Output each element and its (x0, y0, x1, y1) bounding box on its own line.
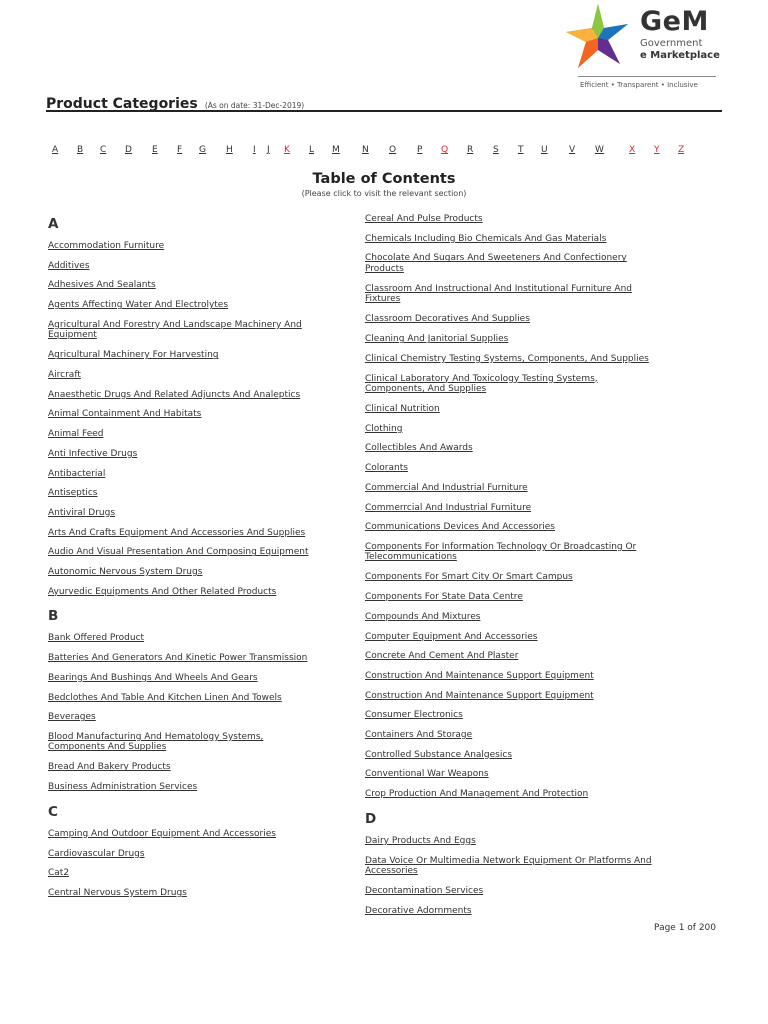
category-link[interactable]: Antiviral Drugs (48, 507, 116, 518)
category-link[interactable]: Concrete And Cement And Plaster (365, 651, 519, 662)
category-link[interactable]: Classroom And Instructional And Institutional Furniture And Fixtures (365, 283, 633, 305)
gem-logo (562, 2, 732, 94)
category-link[interactable]: Chemicals Including Bio Chemicals And Gas Materials (365, 233, 607, 244)
category-link[interactable]: Cereal And Pulse Products (365, 214, 483, 224)
logo-divider (578, 76, 716, 77)
alphabet-link-s[interactable]: S (493, 145, 499, 155)
category-link[interactable]: Bearings And Bushings And Wheels And Gears (48, 672, 258, 683)
alphabet-link-q[interactable]: Q (441, 145, 449, 155)
category-link[interactable]: Commerrcial And Industrial Furniture (365, 502, 532, 513)
logo-line-marketplace: e Marketplace (640, 50, 720, 61)
category-link[interactable]: Bank Offered Product (48, 633, 145, 644)
category-link[interactable]: Components For State Data Centre (365, 592, 523, 603)
category-link[interactable]: Autonomic Nervous System Drugs (48, 567, 203, 577)
category-link[interactable]: Clinical Chemistry Testing Systems, Components, And Supplies (365, 353, 649, 364)
alphabet-link-a[interactable]: A (52, 145, 59, 155)
category-link[interactable]: Compounds And Mixtures (365, 611, 481, 622)
category-link[interactable]: Batteries And Generators And Kinetic Power Transmission (48, 653, 308, 664)
alphabet-link-d[interactable]: D (125, 145, 132, 155)
category-link[interactable]: Agricultural Machinery For Harvesting (48, 350, 219, 361)
toc-title: Table of Contents (312, 171, 456, 187)
alphabet-link-p[interactable]: P (417, 145, 423, 155)
category-link[interactable]: Components For Smart City Or Smart Campus (365, 572, 573, 583)
category-link[interactable]: Decontamination Services (365, 886, 484, 896)
category-link[interactable]: Central Nervous System Drugs (48, 887, 187, 898)
category-link[interactable]: Collectibles And Awards (365, 443, 473, 454)
alphabet-link-t[interactable]: T (518, 145, 524, 155)
category-link[interactable]: Ayurvedic Equipments And Other Related Products (48, 586, 277, 597)
category-link[interactable]: Additives (48, 260, 90, 271)
category-link[interactable]: Clinical Laboratory And Toxicology Testing Systems, Components, And Supplies (365, 373, 598, 394)
category-link[interactable]: Antiseptics (48, 488, 98, 499)
category-link[interactable]: Business Administration Services (48, 782, 198, 793)
alphabet-link-r[interactable]: R (467, 145, 474, 155)
category-link[interactable]: Consumer Electronics (365, 710, 463, 721)
logo-name: GeM (640, 6, 709, 37)
category-link[interactable]: Communications Devices And Accessories (365, 522, 555, 533)
page-number: Page 1 of 200 (654, 923, 716, 933)
alphabet-link-w[interactable]: W (595, 145, 604, 155)
category-link[interactable]: Components For Information Technology Or Broadcasting Or Telecommunications (365, 541, 637, 563)
category-link[interactable]: Cardiovascular Drugs (48, 848, 145, 859)
alphabet-link-k[interactable]: K (284, 145, 290, 155)
section-heading-c: C (48, 803, 58, 820)
category-link[interactable]: Commercial And Industrial Furniture (365, 482, 528, 493)
alphabet-link-v[interactable]: V (569, 145, 576, 155)
logo-tagline: Efficient • Transparent • Inclusive (580, 81, 698, 89)
section-heading-d: D (365, 810, 377, 827)
header-rule (46, 110, 722, 112)
category-link[interactable]: Construction And Maintenance Support Equipment (365, 690, 594, 701)
category-link[interactable]: Anaesthetic Drugs And Related Adjuncts And Analeptics (48, 389, 301, 400)
page-title: Product Categories (46, 96, 198, 112)
category-link[interactable]: Anti Infective Drugs (48, 448, 138, 459)
category-link[interactable]: Bedclothes And Table And Kitchen Linen And Towels (48, 692, 282, 703)
alphabet-link-b[interactable]: B (77, 145, 84, 155)
category-link[interactable]: Colorants (365, 463, 408, 474)
alphabet-link-n[interactable]: N (362, 145, 369, 155)
category-link[interactable]: Accommodation Furniture (48, 241, 165, 251)
alphabet-link-m[interactable]: M (332, 145, 340, 155)
category-link[interactable]: Construction And Maintenance Support Equipment (365, 670, 594, 681)
category-link[interactable]: Clinical Nutrition (365, 404, 440, 414)
category-link[interactable]: Antibacterial (48, 468, 106, 479)
toc-subtitle: (Please click to visit the relevant section) (301, 189, 467, 198)
alphabet-link-g[interactable]: G (199, 145, 206, 155)
gem-star-icon (564, 2, 632, 74)
category-link[interactable]: Agents Affecting Water And Electrolytes (48, 300, 229, 311)
alphabet-link-h[interactable]: H (226, 145, 233, 155)
page-header (46, 93, 722, 111)
alphabet-link-o[interactable]: O (389, 145, 397, 155)
category-link[interactable]: Chocolate And Sugars And Sweeteners And Confectionery Products (365, 253, 627, 274)
category-link[interactable]: Bread And Bakery Products (48, 762, 171, 773)
section-heading-a: A (48, 216, 59, 232)
as-of-date: (As on date: 31-Dec-2019) (204, 101, 305, 110)
alphabet-link-i[interactable]: I (253, 145, 256, 155)
category-link[interactable]: Cleaning And Janitorial Supplies (365, 334, 509, 345)
category-link[interactable]: Cat2 (48, 868, 70, 879)
category-link[interactable]: Classroom Decoratives And Supplies (365, 314, 530, 325)
category-link[interactable]: Animal Containment And Habitats (48, 409, 202, 420)
category-link[interactable]: Data Voice Or Multimedia Network Equipment Or Platforms And Accessories (365, 855, 652, 876)
category-link[interactable]: Clothing (365, 423, 403, 434)
category-link[interactable]: Aircraft (48, 370, 81, 380)
category-link[interactable]: Adhesives And Sealants (48, 280, 156, 291)
category-link[interactable]: Containers And Storage (365, 730, 473, 740)
category-link[interactable]: Camping And Outdoor Equipment And Accessories (48, 828, 276, 839)
category-link[interactable]: Agricultural And Forestry And Landscape Machinery And Equipment (48, 319, 302, 341)
category-link[interactable]: Dairy Products And Eggs (365, 835, 476, 846)
alphabet-link-e[interactable]: E (152, 145, 158, 155)
section-heading-b: B (48, 608, 59, 625)
category-link[interactable]: Audio And Visual Presentation And Composing Equipment (48, 547, 309, 558)
category-link[interactable]: Animal Feed (48, 429, 104, 440)
category-link[interactable]: Arts And Crafts Equipment And Accessories And Supplies (48, 527, 306, 538)
alphabet-link-z[interactable]: Z (678, 145, 685, 155)
alphabet-link-c[interactable]: C (100, 145, 107, 155)
category-link[interactable]: Beverages (48, 712, 96, 723)
category-link[interactable]: Computer Equipment And Accessories (365, 631, 538, 642)
category-link[interactable]: Crop Production And Management And Protection (365, 789, 589, 800)
alphabet-link-u[interactable]: U (541, 145, 548, 155)
category-link[interactable]: Blood Manufacturing And Hematology Systems, Components And Supplies (48, 731, 264, 753)
alphabet-link-l[interactable]: L (309, 145, 315, 155)
logo-line-government: Government (640, 38, 703, 49)
alphabet-link-j[interactable]: J (267, 145, 270, 155)
alphabet-link-f[interactable]: F (177, 145, 183, 155)
category-link[interactable]: Conventional War Weapons (365, 769, 489, 780)
category-link[interactable]: Controlled Substance Analgesics (365, 749, 513, 760)
alphabet-link-x[interactable]: X (629, 145, 636, 155)
alphabet-index (46, 145, 726, 159)
alphabet-link-y[interactable]: Y (654, 145, 660, 155)
category-link[interactable]: Decorative Adornments (365, 905, 472, 916)
